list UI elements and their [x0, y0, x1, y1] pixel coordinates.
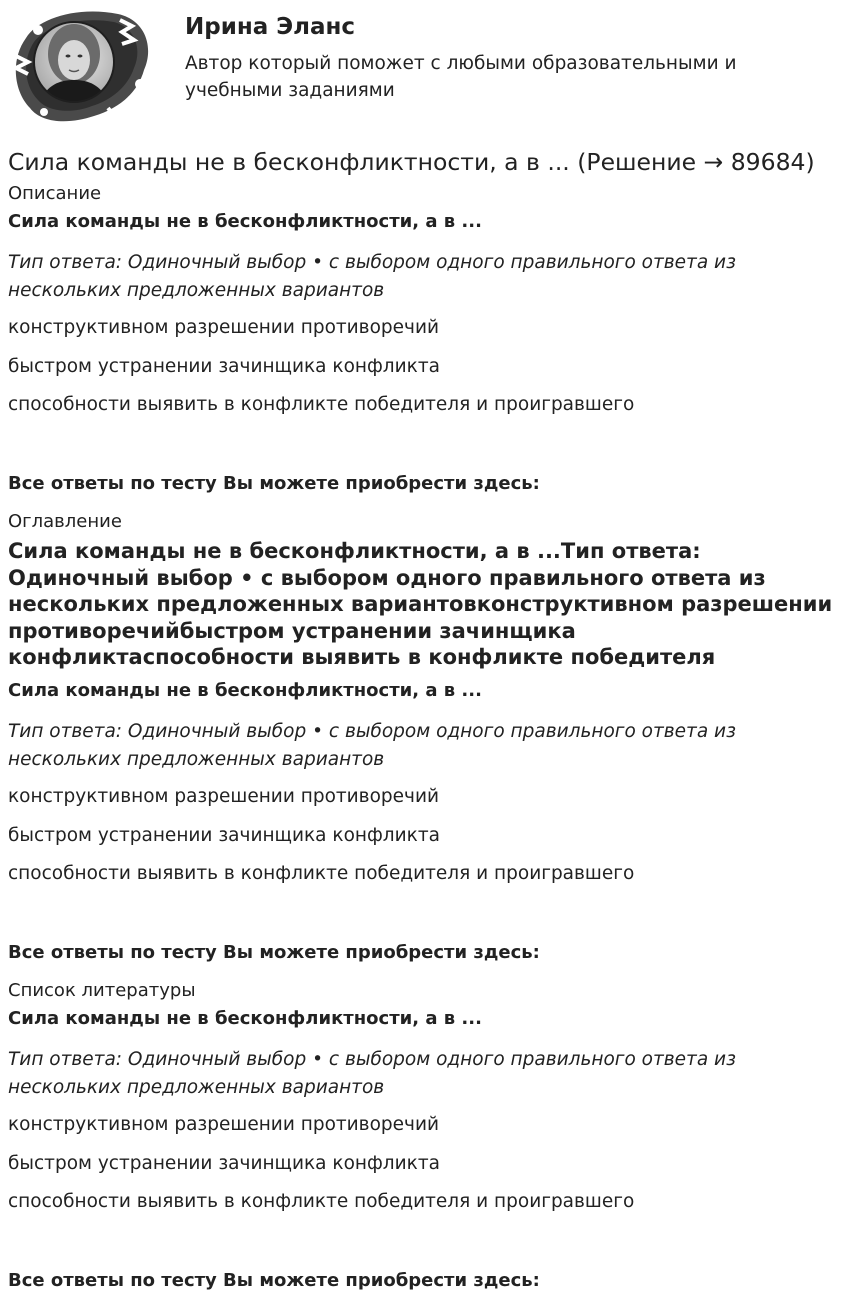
answer-option: быстром устранении зачинщика конфликта	[8, 824, 440, 846]
spacer	[8, 901, 839, 941]
section-contents	[8, 510, 839, 979]
question-type: Тип ответа: Одиночный выбор • с выбором одного правильного ответа из нескольких предложенных вариантов	[8, 721, 736, 770]
answer-option: конструктивном разрешении противоречий	[8, 1114, 440, 1135]
question-title: Сила команды не в бесконфликтности, а в ...	[8, 211, 482, 232]
question-title: Сила команды не в бесконфликтности, а в ...	[8, 680, 482, 701]
page-title: Сила команды не в бесконфликтности, а в ... (Решение → 89684)	[8, 148, 815, 176]
question-type: Тип ответа: Одиночный выбор • с выбором одного правильного ответа из нескольких предложенных вариантов	[8, 1049, 736, 1098]
section-label: Список литературы	[8, 980, 196, 1001]
author-description: Автор который поможет с любыми образовательными и учебными заданиями	[185, 53, 737, 101]
question-title: Сила команды не в бесконфликтности, а в ...	[8, 1008, 482, 1029]
question-type: Тип ответа: Одиночный выбор • с выбором одного правильного ответа из нескольких предложенных вариантов	[8, 252, 736, 301]
spacer	[8, 1229, 839, 1269]
buy-answers-text: Все ответы по тесту Вы можете приобрести здесь:	[8, 472, 540, 494]
answer-option: способности выявить в конфликте победителя и проигравшего	[8, 1191, 635, 1212]
answer-option: способности выявить в конфликте победителя и проигравшего	[8, 394, 635, 415]
section-label: Оглавление	[8, 511, 122, 532]
section-description	[8, 182, 839, 510]
answer-option: конструктивном разрешении противоречий	[8, 317, 440, 338]
contents-heading: Сила команды не в бесконфликтности, а в ...Тип ответа: Одиночный выбор • с выбором одного правильного ответа из нескольких предложенных вариантовконструктивном разрешении противоречийбыстром устранении зачинщика конфликтаспособности выявить в конфликте победителя	[8, 539, 833, 669]
author-avatar[interactable]	[8, 8, 150, 126]
buy-answers-text: Все ответы по тесту Вы можете приобрести здесь:	[8, 941, 540, 963]
author-name[interactable]: Ирина Эланс	[185, 14, 356, 40]
answer-option: быстром устранении зачинщика конфликта	[8, 1152, 440, 1174]
document-content	[8, 147, 839, 1307]
section-label: Описание	[8, 183, 102, 204]
answer-option: быстром устранении зачинщика конфликта	[8, 355, 440, 377]
buy-answers-text: Все ответы по тесту Вы можете приобрести здесь:	[8, 1269, 540, 1291]
section-references	[8, 979, 839, 1307]
spacer	[8, 432, 839, 472]
answer-option: способности выявить в конфликте победителя и проигравшего	[8, 863, 635, 884]
author-card	[8, 8, 839, 126]
answer-option: конструктивном разрешении противоречий	[8, 786, 440, 807]
